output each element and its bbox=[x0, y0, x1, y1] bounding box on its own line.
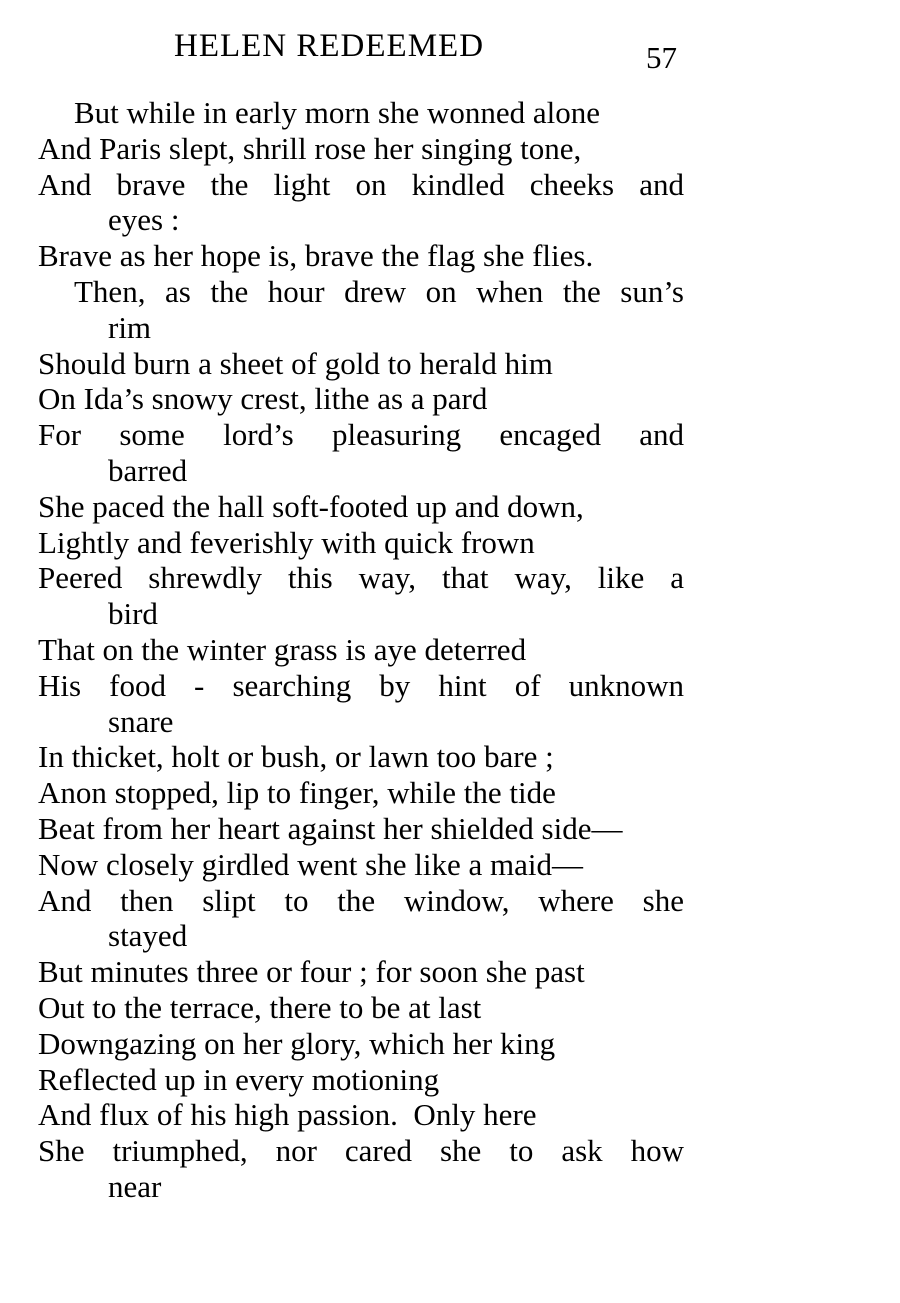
running-head bbox=[0, 28, 900, 75]
poem-line: On Ida’s snowy crest, lithe as a pard bbox=[38, 381, 488, 417]
poem-line: And flux of his high passion. Only here bbox=[38, 1097, 537, 1133]
poem-line: Now closely girdled went she like a maid— bbox=[38, 846, 583, 882]
poem-line-turnover: snare bbox=[108, 703, 174, 739]
poem-line: But while in early morn she wonned alone bbox=[74, 95, 601, 130]
poem-line-turnover: stayed bbox=[108, 918, 188, 954]
poem-line: His food - searching by hint of unknown bbox=[38, 667, 684, 703]
poem-line: She paced the hall soft-footed up and down, bbox=[38, 488, 584, 524]
running-title: HELEN REDEEMED bbox=[174, 28, 485, 64]
poem-line-turnover: rim bbox=[108, 309, 152, 345]
poem-line: And Paris slept, shrill rose her singing tone, bbox=[38, 130, 582, 166]
poem-line: Peered shrewdly this way, that way, like a bbox=[38, 560, 684, 596]
poem-line: That on the winter grass is aye deterred bbox=[38, 631, 527, 667]
poem-line: Lightly and feverishly with quick frown bbox=[38, 524, 535, 560]
poem-line: And brave the light on kindled cheeks and bbox=[38, 166, 684, 202]
poem-line: She triumphed, nor cared she to ask how bbox=[38, 1133, 684, 1169]
poem-line: For some lord’s pleasuring encaged and bbox=[38, 417, 684, 453]
poem-line-turnover: near bbox=[108, 1168, 162, 1204]
poem-line: Reflected up in every motioning bbox=[38, 1061, 440, 1097]
poem-line-turnover: barred bbox=[108, 452, 188, 488]
poem-text bbox=[38, 95, 684, 1205]
poem-line: Out to the terrace, there to be at last bbox=[38, 989, 482, 1025]
poem-line: Then, as the hour drew on when the sun’s bbox=[74, 273, 684, 309]
poem-line: Anon stopped, lip to finger, while the tide bbox=[38, 775, 556, 811]
poem-line: Should burn a sheet of gold to herald him bbox=[38, 345, 553, 381]
poem-line: In thicket, holt or bush, or lawn too bare ; bbox=[38, 739, 554, 775]
page-number: 57 bbox=[646, 40, 677, 75]
poem-line: Downgazing on her glory, which her king bbox=[38, 1025, 556, 1061]
poem-line: But minutes three or four ; for soon she past bbox=[38, 954, 585, 990]
poem-line: Brave as her hope is, brave the flag she flies. bbox=[38, 238, 594, 274]
poem-line: And then slipt to the window, where she bbox=[38, 882, 684, 918]
poem-line: Beat from her heart against her shielded side— bbox=[38, 810, 623, 846]
poem-line-turnover: eyes : bbox=[108, 202, 180, 238]
poem-line-turnover: bird bbox=[108, 596, 158, 632]
